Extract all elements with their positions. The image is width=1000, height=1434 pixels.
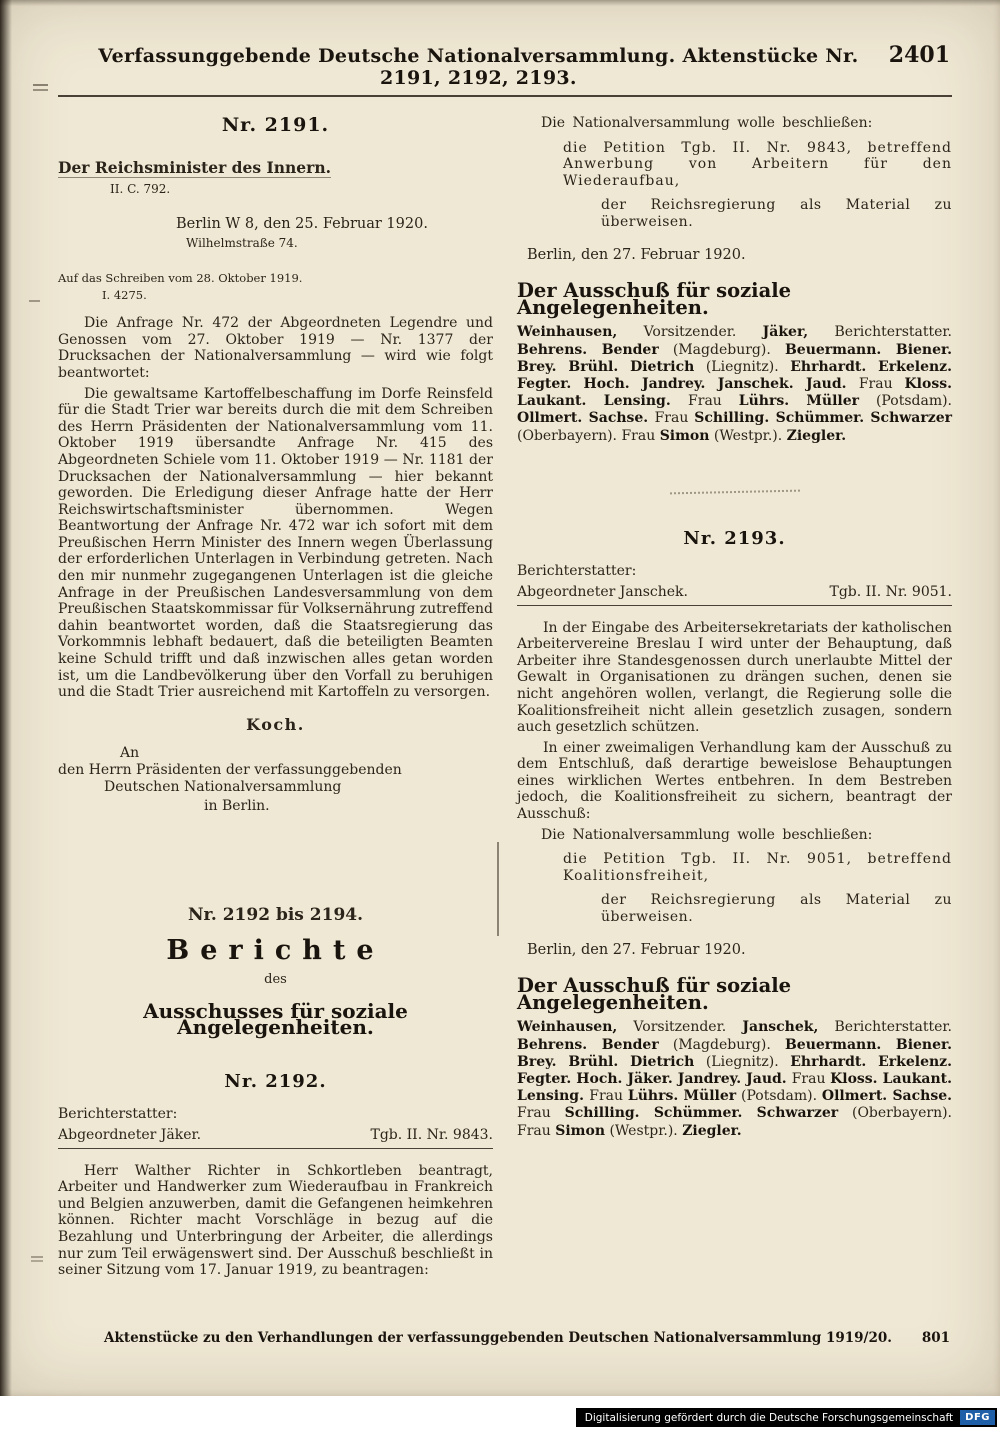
member-text: (Westpr.).	[605, 1122, 683, 1139]
sheet-signature: 801	[921, 1330, 950, 1346]
member-text: (Oberbayern). Frau	[517, 427, 660, 444]
member-name: Ziegler.	[786, 427, 847, 444]
doc-2193-number: Nr. 2193.	[683, 527, 786, 549]
member-name: Kloss. Laukant. Lensing.	[517, 375, 952, 410]
member-name: Ehrhardt. Erkelenz. Fegter. Hoch. Jandrey. Janschek. Jaud.	[517, 358, 952, 392]
doc-2192-number: Nr. 2192.	[224, 1070, 327, 1092]
member-name: Jäker,	[762, 324, 809, 341]
tgb-number: Tgb. II. Nr. 9051.	[829, 583, 952, 600]
file-reference: II. C. 792.	[110, 182, 171, 197]
address-line: An	[120, 745, 140, 762]
address-block	[58, 745, 493, 814]
member-text: der Abgeordneten Legendre und Genossen vom 27. Oktober 1919 — Nr. 1377 der Drucksachen der Nationalversammlung — wird wie folgt beantwortet:	[58, 315, 494, 381]
page-number: 2401	[888, 42, 950, 68]
signature: Koch.	[246, 714, 305, 734]
paragraph: Herr Walther Richter in Schkortleben beantragt, Arbeiter und Handwerker zum Wiederaufbau in Frankreich und Belgien anzuwerben, damit die Gefangenen heimkehren können. Richter macht Vorschläge in bezug auf die Bezahlung und Unterbringung der Arbeiter, die allerdings nur zum Teil erwägenswert sind. Der Ausschuß beschließt in seiner Sitzung vom 17. Januar 1919, zu beantragen:	[58, 1162, 493, 1279]
reports-title: Berichte	[166, 935, 385, 967]
referral-text: der Reichsregierung als Material zu überweisen.	[601, 892, 952, 926]
resolution-intro: Die Nationalversammlung wolle beschließen:	[541, 826, 873, 843]
member-name: Kloss. Laukant. Lensing.	[517, 1071, 952, 1105]
reporter-row	[517, 563, 952, 605]
sender-block	[58, 157, 493, 198]
reference-line: Auf das Schreiben vom 28. Oktober 1919.	[58, 270, 303, 285]
member-text: (Westpr.).	[709, 427, 787, 444]
reports-subtitle: des	[264, 971, 287, 987]
member-text: Die	[84, 315, 117, 332]
reports-committee-title: Ausschusses für soziale Angelegenheiten.	[143, 998, 408, 1040]
dateline-block	[176, 216, 493, 252]
member-name: Lührs. Müller	[738, 393, 860, 410]
member-text: (Potsdam).	[859, 393, 952, 410]
scan-artifact	[29, 300, 40, 302]
paragraph: In einer zweimaligen Verhandlung kam der Ausschuß zu dem Entschluß, daß derartige beweislose Behauptungen eines wirklichen Wertes entbehren. In dem Bestreben jedoch, die Koalitionsfreiheit zu sichern, beantragt der Ausschuß:	[517, 739, 952, 823]
committee-heading: Der Ausschuß für soziale Angelegenheiten.	[517, 974, 792, 1014]
member-name: Weinhausen,	[517, 1019, 618, 1036]
member-text: (Liegnitz).	[694, 1053, 791, 1070]
resolution-intro: Die Nationalversammlung wolle beschließen:	[541, 115, 873, 131]
column-divider	[497, 842, 499, 936]
reporter-label: Berichterstatter:	[517, 563, 637, 580]
address-line: in Berlin.	[204, 798, 270, 815]
member-text: Frau	[688, 393, 739, 410]
reporter-block	[58, 1106, 201, 1143]
member-text: (Liegnitz).	[694, 358, 791, 375]
member-text: Berichterstatter.	[818, 1019, 952, 1036]
member-name: Beuermann. Biener. Brey. Brühl. Dietrich	[517, 1036, 952, 1070]
paragraph: Die gewaltsame Kartoffelbeschaffung im Dorfe Reinsfeld für die Stadt Trier war bereits durch die mit dem Schreiben des Herrn Präsidenten der Nationalversammlung vom 11. Oktober 1919 übersandte Anfrage Nr. 415 des Abgeordneten Schiele vom 11. Oktober 1919 — Nr. 1181 der Drucksachen der Nationalversammlung — hier bekannt geworden. Die Erledigung dieser Anfrage hatte der Herr Reichswirtschaftsminister übernommen. Wegen Beantwortung der Anfrage Nr. 472 war ich sofort mit dem Preußischen Herrn Minister des Innern wegen Überlassung der erforderlichen Unterlagen in Verbindung getreten. Nach den mir nunmehr zugegangenen Unterlagen ist die gleiche Anfrage in der Preußischen Landesversammlung von dem Preußischen Staatskommissar für Volksernährung zutreffend dahin beantwortet worden, daß die Staatsregierung das Vorkommnis lebhaft bedauert, daß die beteiligten Beamten keine Schuld trifft und daß inzwischen alles getan worden ist, um die Landbevölkerung über den Vorfall zu beruhigen und die Stadt Trier ausreichend mit Kartoffeln zu versorgen.	[58, 385, 493, 701]
dateline: Berlin W 8, den 25. Februar 1920.	[176, 215, 428, 232]
left-column	[58, 113, 493, 1283]
member-name: Simon	[555, 1122, 605, 1139]
reference-block	[58, 270, 493, 303]
address-line: den Herrn Präsidenten der verfassunggebenden	[58, 762, 402, 778]
dfg-credit-ribbon	[576, 1408, 997, 1427]
member-text: Frau	[589, 1088, 628, 1105]
member-text: Frau	[858, 375, 905, 392]
member-name: Ollmert. Sachse.	[821, 1088, 952, 1105]
address-line: Deutschen Nationalversammlung	[104, 778, 342, 795]
sender-title: Der Reichsminister des Innern.	[58, 157, 331, 177]
member-name: Anfrage Nr. 472	[116, 315, 240, 332]
member-text: Frau	[791, 1071, 831, 1088]
scan-edge-artifact	[0, 0, 12, 1396]
paragraph: In der Eingabe des Arbeitersekretariats der katholischen Arbeitervereine Breslau I wird unter der Behauptung, daß Arbeiter ihre Standesgenossen durch unerlaubte Mittel der Gewalt in Organisationen zu drängen suchen, denen sie nicht angehören wollen, verlangt, die Regierung solle die Koalitionsfreiheit nicht allein gesetzlich zusagen, sondern auch gesetzlich schützen.	[517, 619, 952, 736]
right-column	[517, 113, 952, 1283]
scan-artifact	[33, 84, 48, 86]
page-header	[58, 42, 952, 93]
footer-imprint: Aktenstücke zu den Verhandlungen der verfassunggebenden Deutschen Nationalversammlung 1919/20.	[104, 1330, 892, 1346]
document-body	[58, 113, 952, 1283]
committee-heading: Der Ausschuß für soziale Angelegenheiten.	[517, 279, 792, 319]
member-text: (Potsdam).	[736, 1088, 822, 1105]
member-name: Ollmert. Sachse.	[517, 410, 655, 427]
reports-number-range: Nr. 2192 bis 2194.	[187, 904, 364, 925]
member-name: Janschek,	[742, 1019, 819, 1036]
committee-members	[517, 1019, 952, 1139]
referral-text: der Reichsregierung als Material zu überweisen.	[601, 197, 952, 230]
committee-members	[517, 324, 952, 444]
member-name: Ziegler.	[682, 1122, 742, 1139]
section-separator	[669, 489, 799, 494]
doc-2191-number: Nr. 2191.	[221, 114, 330, 136]
paragraph	[58, 315, 493, 381]
member-name: Lührs. Müller	[627, 1088, 737, 1105]
member-name: Weinhausen,	[517, 324, 618, 341]
dfg-logo: DFG	[960, 1410, 995, 1425]
running-head: Verfassunggebende Deutsche Nationalversammlung. Aktenstücke Nr. 2191, 2192, 2193.	[98, 45, 859, 89]
reporter-block	[517, 563, 688, 600]
member-text: Frau	[654, 410, 695, 427]
street-address: Wilhelmstraße 74.	[186, 236, 298, 251]
member-text: Vorsitzender.	[617, 1019, 743, 1036]
member-name: Schilling. Schümmer. Schwarzer	[694, 410, 952, 427]
member-text: (Magdeburg).	[658, 341, 785, 358]
member-name: Behrens. Bender	[517, 341, 659, 358]
member-text: (Magdeburg).	[658, 1036, 785, 1053]
petition-text: die Petition Tgb. II. Nr. 9051, betreffend Koalitionsfreiheit,	[563, 851, 952, 884]
reporter-name: Abgeordneter Jäker.	[58, 1126, 202, 1143]
page-footer	[104, 1330, 950, 1346]
member-text: Frau	[517, 1105, 565, 1122]
member-name: Behrens. Bender	[517, 1036, 659, 1053]
member-name: Beuermann. Biener. Brey. Brühl. Dietrich	[517, 341, 952, 375]
dfg-credit-text: Digitalisierung gefördert durch die Deutsche Forschungsgemeinschaft	[584, 1411, 954, 1424]
scan-edge-artifact	[0, 0, 1000, 6]
member-text: (Oberbayern). Frau	[517, 1105, 952, 1139]
dateline: Berlin, den 27. Februar 1920.	[527, 941, 746, 958]
member-name: Ehrhardt. Erkelenz. Fegter. Hoch. Jäker. Jandrey. Jaud.	[517, 1053, 952, 1088]
member-name: Schilling. Schümmer. Schwarzer	[564, 1105, 839, 1122]
scan-bottom-strip	[0, 1396, 1000, 1434]
header-rule	[58, 95, 952, 97]
reporter-name: Abgeordneter Janschek.	[517, 583, 688, 600]
reporter-row	[58, 1106, 493, 1148]
petition-text: die Petition Tgb. II. Nr. 9843, betreffend Anwerbung von Arbeitern für den Wiederaufbau,	[563, 139, 952, 189]
reports-heading	[58, 904, 493, 1040]
member-name: Simon	[659, 427, 710, 444]
member-text: Berichterstatter.	[808, 324, 952, 341]
scan-artifact	[31, 1256, 43, 1258]
dateline: Berlin, den 27. Februar 1920.	[527, 246, 746, 263]
reporter-label: Berichterstatter:	[58, 1106, 178, 1123]
member-text: Vorsitzender.	[617, 324, 763, 341]
tgb-number: Tgb. II. Nr. 9843.	[370, 1126, 493, 1143]
reference-number: I. 4275.	[102, 287, 147, 302]
